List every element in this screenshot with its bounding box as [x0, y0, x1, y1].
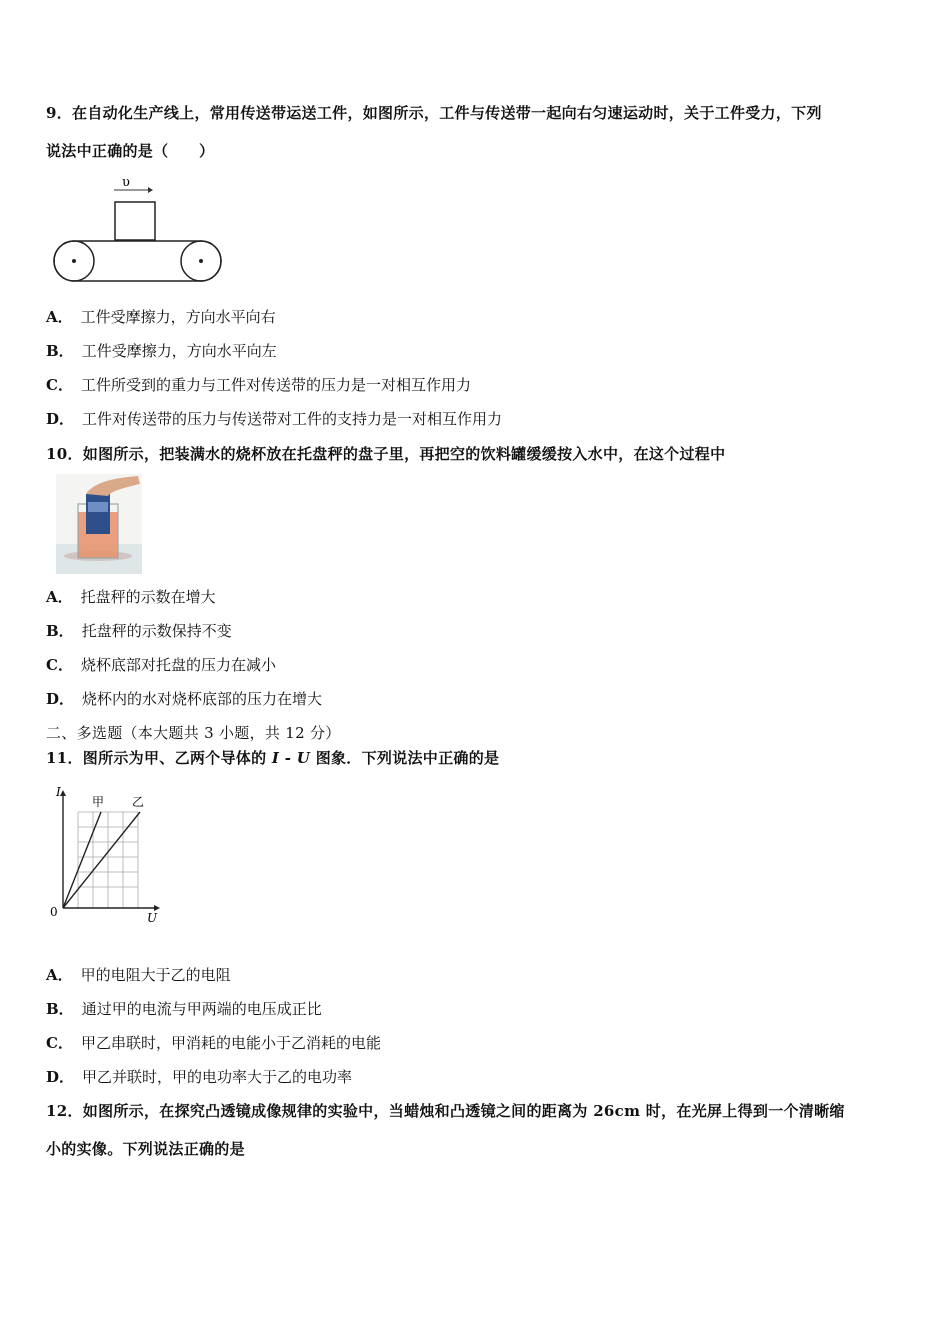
q9-stem-line2: 说法中正确的是（ ） — [46, 142, 215, 160]
q9-option-d[interactable] — [46, 408, 502, 429]
q11-stem — [46, 747, 499, 768]
q11-stem-prefix: 11．图所示为甲、乙两个导体的 — [46, 749, 272, 767]
q11-option-c[interactable] — [46, 1032, 381, 1053]
workpiece-block — [115, 202, 155, 240]
option-label: C． — [46, 656, 73, 674]
q11-stem-suffix: 图象．下列说法中正确的是 — [310, 749, 500, 767]
q10-option-c[interactable] — [46, 654, 276, 675]
option-label: C． — [46, 376, 73, 394]
q11-option-d[interactable] — [46, 1066, 352, 1087]
q12-stem-line1: 12．如图所示，在探究凸透镜成像规律的实验中，当蜡烛和凸透镜之间的距离为 26cm 时，在光屏上得到一个清晰缩 — [46, 1102, 845, 1120]
i-axis-arrow — [60, 790, 66, 796]
q9-option-c[interactable] — [46, 374, 471, 395]
option-text: 托盘秤的示数保持不变 — [81, 622, 232, 640]
q10-stem: 10．如图所示，把装满水的烧杯放在托盘秤的盘子里，再把空的饮料罐缓缓按入水中，在这个过程中 — [46, 445, 726, 463]
q10-option-b[interactable] — [46, 620, 232, 641]
q10-option-d[interactable] — [46, 688, 322, 709]
option-text: 工件受摩擦力，方向水平向左 — [81, 342, 277, 360]
left-pulley-axle — [72, 259, 76, 263]
option-text: 甲乙并联时，甲的电功率大于乙的电功率 — [82, 1068, 353, 1086]
beaker-photo-figure — [56, 474, 142, 574]
option-label: A． — [46, 588, 73, 606]
conveyor-belt-figure — [50, 172, 230, 286]
option-text: 托盘秤的示数在增大 — [80, 588, 216, 606]
option-label: D． — [46, 690, 75, 708]
iu-graph-figure — [44, 782, 164, 924]
option-text: 烧杯内的水对烧杯底部的压力在增大 — [82, 690, 323, 708]
option-text: 通过甲的电流与甲两端的电压成正比 — [81, 1000, 322, 1018]
velocity-label: υ — [122, 175, 130, 190]
option-label: A． — [46, 966, 73, 984]
option-label: B． — [46, 1000, 74, 1018]
q10-option-a[interactable] — [46, 586, 216, 607]
option-text: 工件受摩擦力，方向水平向右 — [80, 308, 276, 326]
line-b — [63, 812, 140, 908]
belt-left-wrap — [54, 241, 74, 281]
option-text: 工件所受到的重力与工件对传送带的压力是一对相互作用力 — [80, 376, 471, 394]
q11-option-a[interactable] — [46, 964, 231, 985]
q11-option-b[interactable] — [46, 998, 322, 1019]
option-label: C． — [46, 1034, 73, 1052]
option-label: B． — [46, 342, 74, 360]
origin-label: 0 — [50, 905, 58, 919]
drink-can — [86, 494, 110, 534]
option-label: B． — [46, 622, 74, 640]
q9-option-b[interactable] — [46, 340, 277, 361]
u-axis-label: U — [147, 911, 158, 924]
line-a-label: 甲 — [92, 795, 105, 809]
right-pulley-axle — [199, 259, 203, 263]
q12-stem-line2: 小的实像。下列说法正确的是 — [46, 1140, 245, 1158]
q11-stem-formula: I - U — [271, 749, 311, 767]
option-text: 甲的电阻大于乙的电阻 — [80, 966, 231, 984]
line-a — [63, 812, 101, 908]
line-b-label: 乙 — [132, 795, 145, 809]
option-label: D． — [46, 410, 75, 428]
belt-right-wrap — [201, 241, 221, 281]
option-text: 工件对传送带的压力与传送带对工件的支持力是一对相互作用力 — [82, 410, 503, 428]
option-label: D． — [46, 1068, 75, 1086]
q9-option-a[interactable] — [46, 306, 276, 327]
velocity-arrow-head — [148, 187, 153, 193]
i-axis-label: I — [56, 785, 61, 799]
section-heading-multiple-choice: 二、多选题（本大题共 3 小题，共 12 分） — [46, 724, 341, 742]
option-text: 甲乙串联时，甲消耗的电能小于乙消耗的电能 — [80, 1034, 381, 1052]
q9-stem-line1: 9．在自动化生产线上，常用传送带运送工件，如图所示，工件与传送带一起向右匀速运动时，关于工件受力，下列 — [46, 104, 822, 122]
option-text: 烧杯底部对托盘的压力在减小 — [80, 656, 276, 674]
can-label — [88, 502, 108, 512]
option-label: A． — [46, 308, 73, 326]
